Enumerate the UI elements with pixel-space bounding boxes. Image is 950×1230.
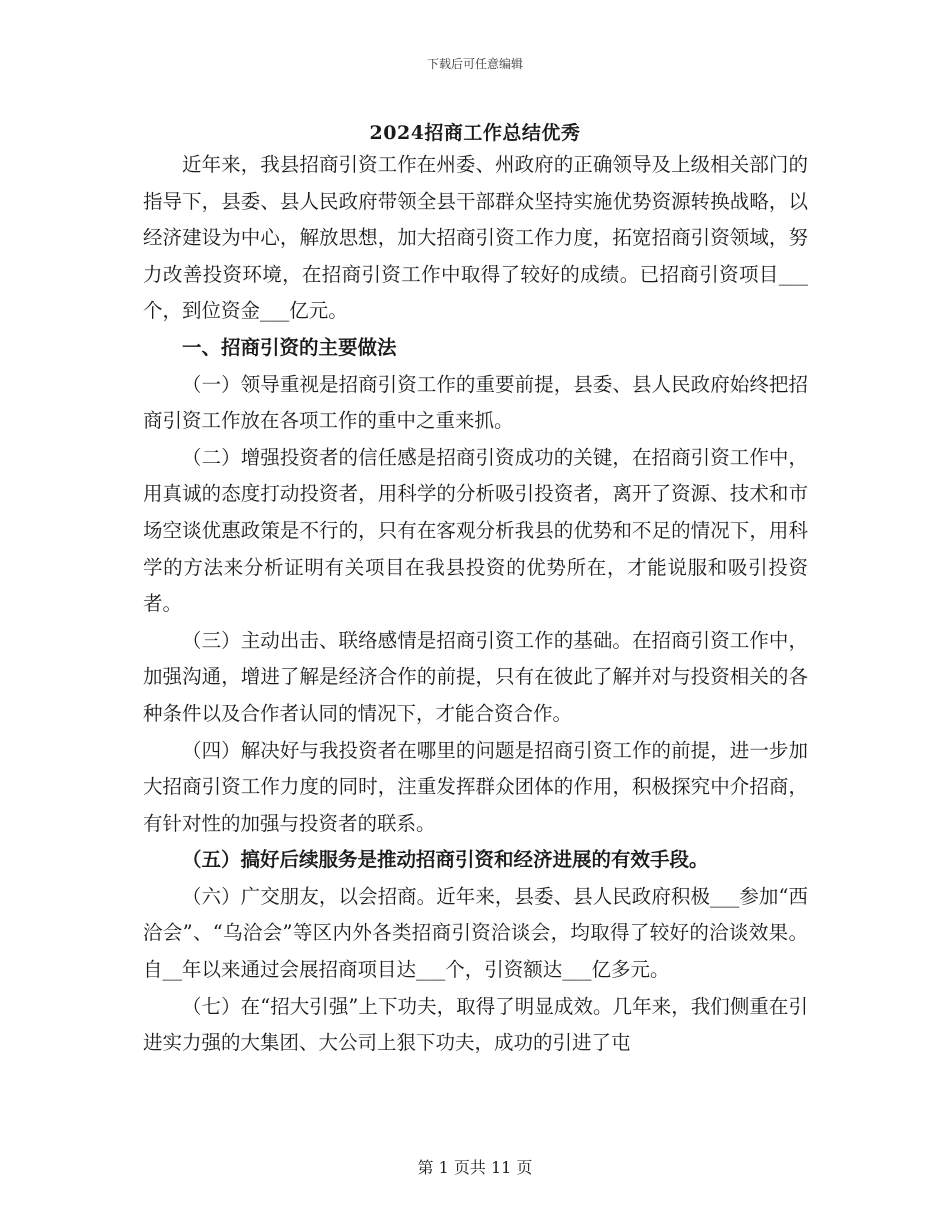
section-heading-1: 一、招商引资的主要做法 <box>182 335 397 359</box>
paragraph-item-4: （四）解决好与我投资者在哪里的问题是招商引资工作的前提，进一步加大招商引资工作力度的同时，注重发挥群众团体的作用，积极探究中介招商，有针对性的加强与投资者的联系。 <box>143 738 808 835</box>
page-footer: 第 1 页共 11 页 <box>417 1158 533 1177</box>
paragraph-item-7: （七）在“招大引强”上下功夫，取得了明显成效。几年来，我们侧重在引进实力强的大集团、大公司上狠下功夫，成功的引进了屯 <box>143 994 808 1055</box>
paragraph-item-1: （一）领导重视是招商引资工作的重要前提，县委、县人民政府始终把招商引资工作放在各项工作的重中之重来抓。 <box>143 372 808 433</box>
paragraph-item-3: （三）主动出击、联络感情是招商引资工作的基础。在招商引资工作中，加强沟通，增进了解是经济合作的前提，只有在彼此了解并对与投资相关的各种条件以及合作者认同的情况下，才能合资合作。 <box>143 628 808 725</box>
header-note: 下载后可任意编辑 <box>426 57 523 71</box>
document-body <box>143 147 808 1062</box>
paragraph-intro: 近年来，我县招商引资工作在州委、州政府的正确领导及上级相关部门的指导下，县委、县人民政府带领全县干部群众坚持实施优势资源转换战略，以经济建设为中心，解放思想，加大招商引资工作力度，拓宽招商引资领域，努力改善投资环境，在招商引资工作中取得了较好的成绩。已招商引资项目___个，到位资金___亿元。 <box>143 153 808 323</box>
document-title: 2024招商工作总结优秀 <box>369 122 581 144</box>
paragraph-item-6: （六）广交朋友，以会招商。近年来，县委、县人民政府积极___参加“西洽会”、“乌洽会”等区内外各类招商引资洽谈会，均取得了较好的洽谈效果。自__年以来通过会展招商项目达___个，引资额达___亿多元。 <box>143 884 808 982</box>
paragraph-item-2: （二）增强投资者的信任感是招商引资成功的关键，在招商引资工作中，用真诚的态度打动投资者，用科学的分析吸引投资者，离开了资源、技术和市场空谈优惠政策是不行的，只有在客观分析我县的优势和不足的情况下，用科学的方法来分析证明有关项目在我县投资的优势所在，才能说服和吸引投资者。 <box>143 445 808 616</box>
paragraph-item-5: （五）搞好后续服务是推动招商引资和经济进展的有效手段。 <box>182 848 709 872</box>
